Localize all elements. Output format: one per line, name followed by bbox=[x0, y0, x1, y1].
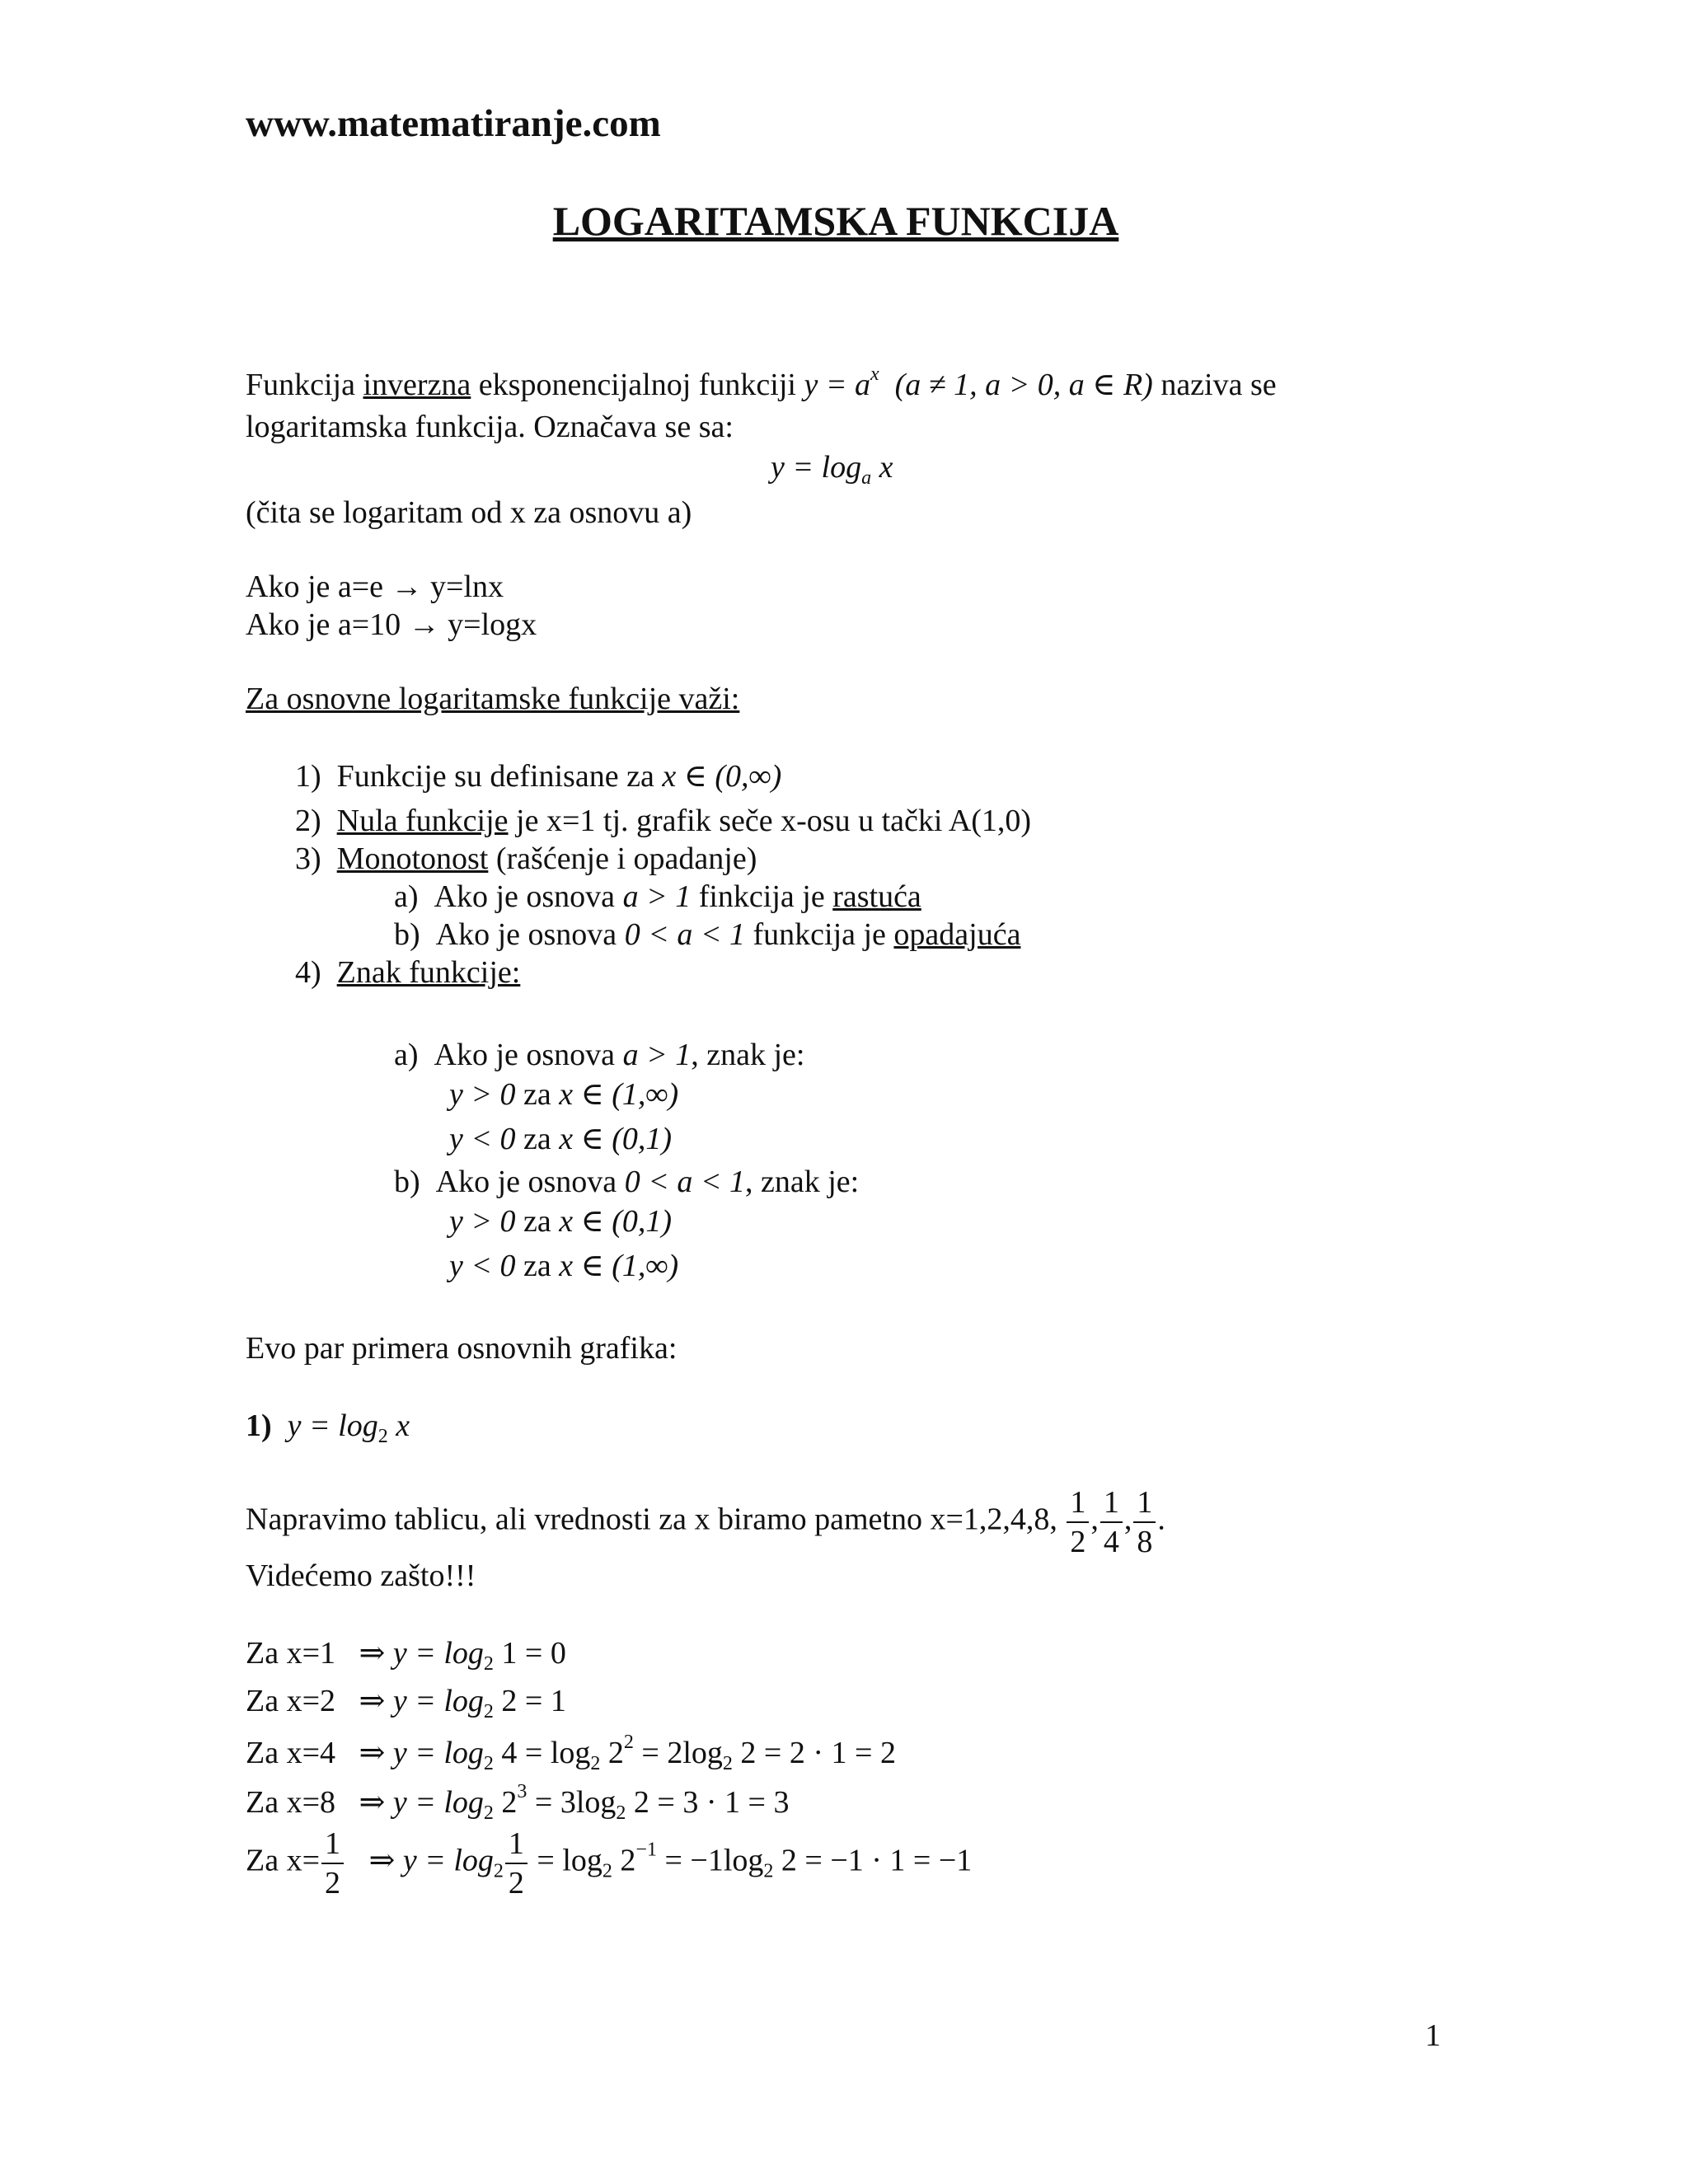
property-4a-line-1: y > 0 za x ∈ (1,∞) bbox=[449, 1077, 679, 1112]
calc-x8: Za x=8 ⇒ $y = \log_2 2^3 = 3\log_2$ 2 = 3 · 1 = 3 bbox=[246, 1781, 790, 1824]
fraction-quarter: $\frac{1}{4}$ bbox=[1100, 1487, 1123, 1558]
property-4b-line-2: y < 0 za x ∈ (1,∞) bbox=[449, 1249, 679, 1283]
property-4b: b) Ako je osnova 0 < a < 1, znak je: bbox=[394, 1165, 860, 1199]
fraction-half-rhs: $\frac{1}{2}$ bbox=[505, 1828, 528, 1899]
examples-intro: Evo par primera osnovnih grafika: bbox=[246, 1331, 678, 1366]
case-ln: Ako je a=e → y=lnx bbox=[246, 569, 504, 604]
example-1-heading: 1) $y = \log_2 x$ bbox=[246, 1408, 410, 1447]
calc-x2: Za x=2 ⇒ $y = \log_2 2 = 1$ bbox=[246, 1684, 566, 1722]
property-4b-line-1: y > 0 za x ∈ (0,1) bbox=[449, 1204, 673, 1239]
site-url: www.matematiranje.com bbox=[246, 102, 661, 145]
case-log10: Ako je a=10 → y=logx bbox=[246, 607, 537, 642]
property-1: 1) Funkcije su definisane za x ∈ (0,∞) bbox=[295, 759, 782, 794]
page-number: 1 bbox=[1425, 2018, 1441, 2053]
fraction-eighth: $\frac{1}{8}$ bbox=[1133, 1487, 1156, 1558]
fraction-half-lhs: $\frac{1}{2}$ bbox=[321, 1828, 344, 1899]
property-4: 4) Znak funkcije: bbox=[295, 955, 521, 990]
property-4a: a) Ako je osnova a > 1, znak je: bbox=[394, 1038, 805, 1072]
main-formula: $y = \log_a x$ bbox=[771, 450, 893, 489]
property-4a-line-2: y < 0 za x ∈ (0,1) bbox=[449, 1122, 673, 1156]
intro-line-1: Funkcija inverzna eksponencijalnoj funkciji $y = a^x$ (a ≠ 1, a > 0, a ∈ R) naziva se bbox=[246, 363, 1277, 402]
property-2: 2) Nula funkcije je x=1 tj. grafik seče x-osu u tački A(1,0) bbox=[295, 804, 1032, 838]
properties-heading: Za osnovne logaritamske funkcije važi: bbox=[246, 682, 740, 716]
table-intro-line-2: Videćemo zašto!!! bbox=[246, 1558, 476, 1593]
table-intro: Napravimo tablicu, ali vrednosti za x biramo pametno x=1,2,4,8, $\frac{1}{2}$ , $\frac{1}{4}$ , $\frac{1}{8}$ . bbox=[246, 1485, 1165, 1559]
property-3: 3) Monotonost (rašćenje i opadanje) bbox=[295, 841, 757, 876]
reading-note: (čita se logaritam od x za osnovu a) bbox=[246, 495, 692, 530]
property-3b: b) Ako je osnova 0 < a < 1 funkcija je opadajuća bbox=[394, 917, 1021, 952]
page-title: LOGARITAMSKA FUNKCIJA bbox=[552, 198, 1119, 244]
calc-x-half: Za x= $\frac{1}{2}$ ⇒ $y = \log_2$ $\frac{1}{2}$ = $\log_2 2^{-1} = -1\log_2$ 2 = −1 · 1 = −1 bbox=[246, 1826, 973, 1900]
fraction-half: $\frac{1}{2}$ bbox=[1067, 1487, 1089, 1558]
property-3a: a) Ako je osnova a > 1 finkcija je rastuća bbox=[394, 879, 921, 914]
calc-x1: Za x=1 ⇒ $y = \log_2 1 = 0$ bbox=[246, 1636, 566, 1675]
intro-line-2: logaritamska funkcija. Označava se sa: bbox=[246, 410, 734, 444]
calc-x4: Za x=4 ⇒ $y = \log_2 4 = \log_2 2^2 = 2\log_2$ 2 = 2 · 1 = 2 bbox=[246, 1732, 896, 1774]
